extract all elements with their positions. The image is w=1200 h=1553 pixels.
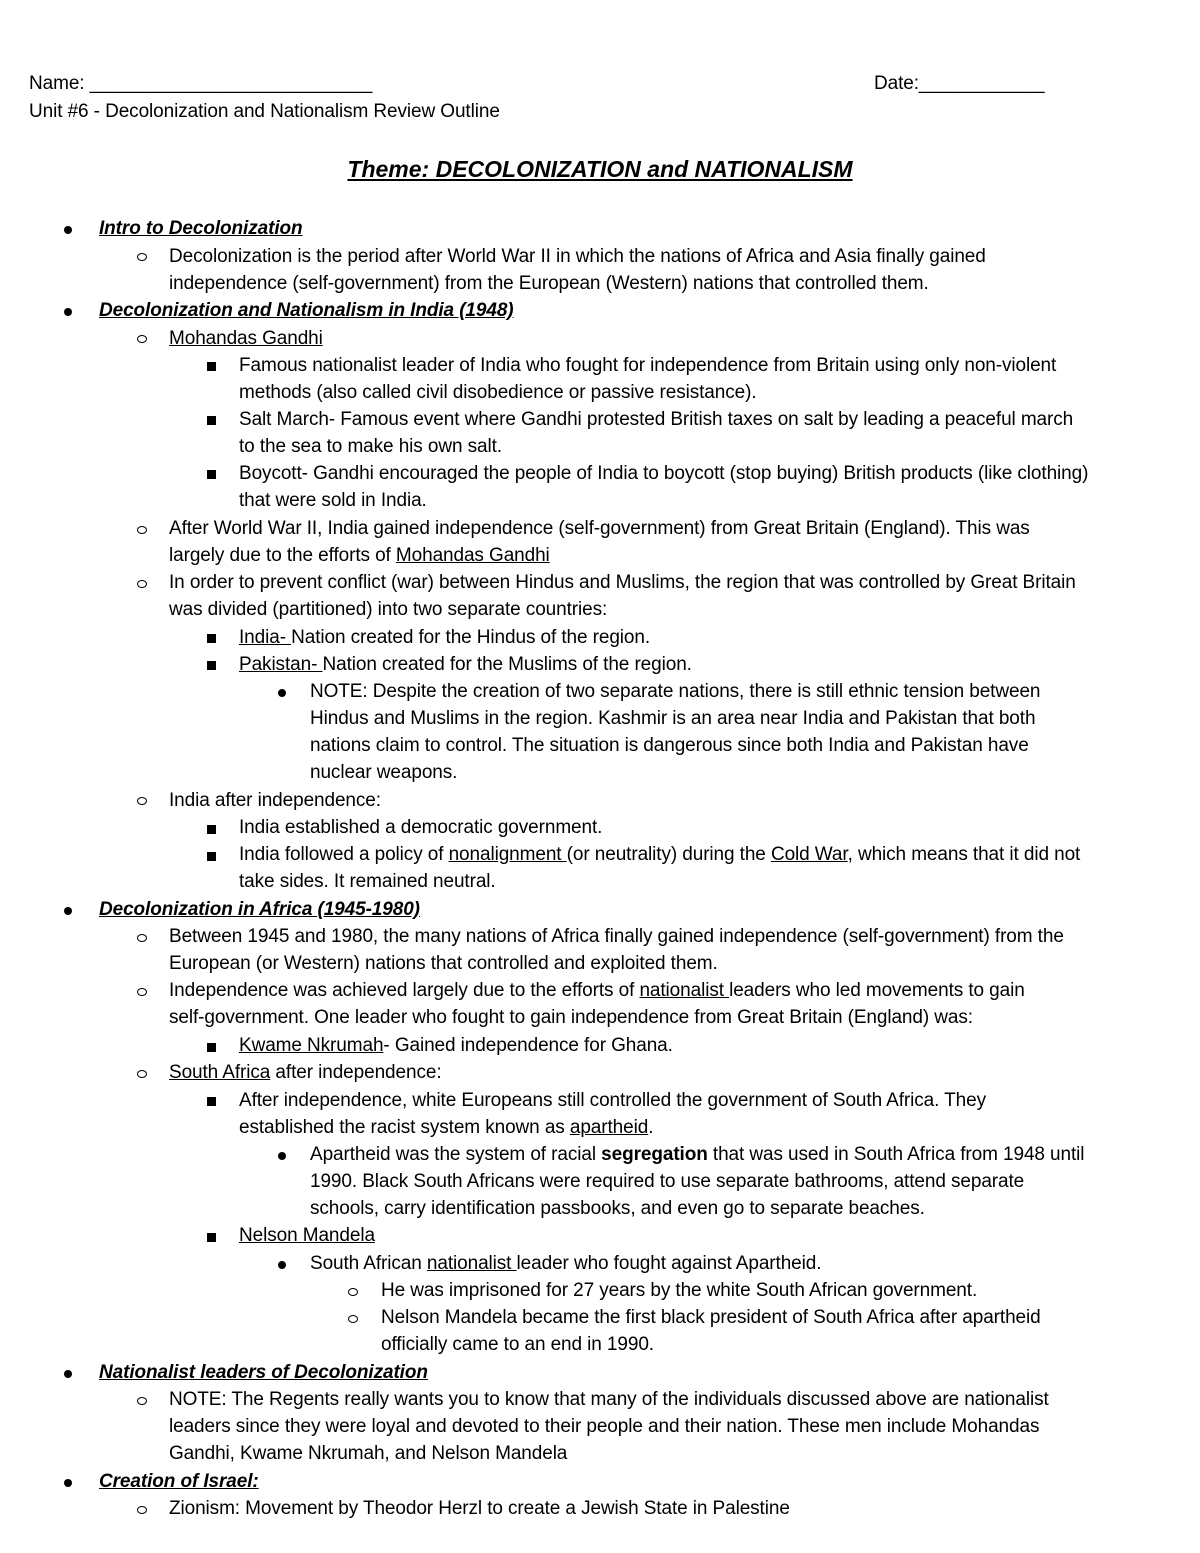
square-bullet-icon (207, 1097, 216, 1106)
section-heading-africa: Decolonization in Africa (1945-1980) (99, 899, 420, 920)
circle-bullet-icon (137, 934, 147, 942)
square-bullet-icon (207, 470, 216, 479)
circle-bullet-icon (348, 1315, 358, 1323)
list-item-continuation: European (or Western) nations that controlled and exploited them. (169, 953, 718, 974)
name-field-label: Name: ___________________________ (29, 73, 373, 94)
bullet-icon (278, 1261, 286, 1269)
list-item: He was imprisoned for 27 years by the white South African government. (381, 1280, 978, 1301)
bullet-icon (64, 1370, 72, 1378)
list-item: Salt March- Famous event where Gandhi protested British taxes on salt by leading a peaceful march (239, 409, 1074, 430)
circle-bullet-icon (137, 1070, 147, 1078)
list-item: Zionism: Movement by Theodor Herzl to create a Jewish State in Palestine (169, 1498, 790, 1519)
list-item-continuation: independence (self-government) from the European (Western) nations that controlled them. (169, 273, 929, 294)
section-heading-india: Decolonization and Nationalism in India (1948) (99, 300, 514, 321)
list-item-continuation: methods (also called civil disobedience or passive resistance). (239, 382, 757, 403)
mandela-heading: Nelson Mandela (239, 1225, 375, 1246)
circle-bullet-icon (137, 1506, 147, 1514)
section-heading-israel: Creation of Israel: (99, 1471, 259, 1492)
circle-bullet-icon (348, 1288, 358, 1296)
circle-bullet-icon (137, 526, 147, 534)
bullet-icon (64, 308, 72, 316)
list-item-continuation: largely due to the efforts of Mohandas Gandhi (169, 545, 550, 566)
bullet-icon (64, 907, 72, 915)
list-item: Kwame Nkrumah- Gained independence for Ghana. (239, 1035, 673, 1056)
section-heading-leaders: Nationalist leaders of Decolonization (99, 1362, 428, 1383)
circle-bullet-icon (137, 253, 147, 261)
list-item-continuation: 1990. Black South Africans were required to use separate bathrooms, attend separate (310, 1171, 1025, 1192)
list-item: India followed a policy of nonalignment (or neutrality) during the Cold War, which means that it did not (239, 844, 1081, 865)
list-item-continuation: take sides. It remained neutral. (239, 871, 496, 892)
square-bullet-icon (207, 1043, 216, 1052)
list-item: NOTE: The Regents really wants you to know that many of the individuals discussed above are nationalist (169, 1389, 1049, 1410)
list-item-continuation: that were sold in India. (239, 490, 427, 511)
list-item-continuation: to the sea to make his own salt. (239, 436, 502, 457)
list-item: Nelson Mandela became the first black president of South Africa after apartheid (381, 1307, 1041, 1328)
list-item: Decolonization is the period after World War II in which the nations of Africa and Asia finally gained (169, 246, 986, 267)
square-bullet-icon (207, 661, 216, 670)
circle-bullet-icon (137, 797, 147, 805)
page-title: Theme: DECOLONIZATION and NATIONALISM (347, 156, 853, 182)
list-item: In order to prevent conflict (war) between Hindus and Muslims, the region that was controlled by Great Britain (169, 572, 1076, 593)
list-item-continuation: was divided (partitioned) into two separate countries: (169, 599, 608, 620)
square-bullet-icon (207, 1233, 216, 1242)
section-heading-intro: Intro to Decolonization (99, 218, 303, 239)
list-item: South Africa after independence: (169, 1062, 442, 1083)
date-field-label: Date:____________ (874, 73, 1045, 94)
list-item: Famous nationalist leader of India who fought for independence from Britain using only non-violent (239, 355, 1057, 376)
list-item: South African nationalist leader who fought against Apartheid. (310, 1253, 822, 1274)
bullet-icon (278, 1152, 286, 1160)
list-item: India- Nation created for the Hindus of the region. (239, 627, 651, 648)
list-item-continuation: nations claim to control. The situation is dangerous since both India and Pakistan have (310, 735, 1029, 756)
square-bullet-icon (207, 416, 216, 425)
list-item: India established a democratic government. (239, 817, 603, 838)
list-item-continuation: established the racist system known as apartheid. (239, 1117, 654, 1138)
list-item-continuation: self-government. One leader who fought to gain independence from Great Britain (England) was: (169, 1007, 973, 1028)
list-item: NOTE: Despite the creation of two separate nations, there is still ethnic tension between (310, 681, 1041, 702)
list-item: Between 1945 and 1980, the many nations of Africa finally gained independence (self-government) from the (169, 926, 1064, 947)
circle-bullet-icon (137, 988, 147, 996)
list-item: India after independence: (169, 790, 381, 811)
bullet-icon (278, 689, 286, 697)
list-item: Independence was achieved largely due to the efforts of nationalist leaders who led movements to gain (169, 980, 1025, 1001)
unit-title: Unit #6 - Decolonization and Nationalism Review Outline (29, 101, 500, 122)
list-item-continuation: Gandhi, Kwame Nkrumah, and Nelson Mandela (169, 1443, 568, 1464)
list-item-continuation: leaders since they were loyal and devoted to their people and their nation. These men include Mohandas (169, 1416, 1040, 1437)
list-item-continuation: officially came to an end in 1990. (381, 1334, 654, 1355)
list-item: After World War II, India gained independence (self-government) from Great Britain (England). This was (169, 518, 1030, 539)
square-bullet-icon (207, 634, 216, 643)
square-bullet-icon (207, 852, 216, 861)
gandhi-heading: Mohandas Gandhi (169, 328, 323, 349)
circle-bullet-icon (137, 1397, 147, 1405)
list-item-continuation: schools, carry identification passbooks, and even go to separate beaches. (310, 1198, 925, 1219)
square-bullet-icon (207, 362, 216, 371)
list-item: Apartheid was the system of racial segregation that was used in South Africa from 1948 until (310, 1144, 1085, 1165)
circle-bullet-icon (137, 335, 147, 343)
list-item-continuation: nuclear weapons. (310, 762, 458, 783)
list-item-continuation: Hindus and Muslims in the region. Kashmir is an area near India and Pakistan that both (310, 708, 1036, 729)
bullet-icon (64, 226, 72, 234)
list-item: Pakistan- Nation created for the Muslims of the region. (239, 654, 692, 675)
bullet-icon (64, 1479, 72, 1487)
list-item: After independence, white Europeans still controlled the government of South Africa. They (239, 1090, 986, 1111)
list-item: Boycott- Gandhi encouraged the people of India to boycott (stop buying) British products (like clothing) (239, 463, 1089, 484)
circle-bullet-icon (137, 580, 147, 588)
square-bullet-icon (207, 825, 216, 834)
